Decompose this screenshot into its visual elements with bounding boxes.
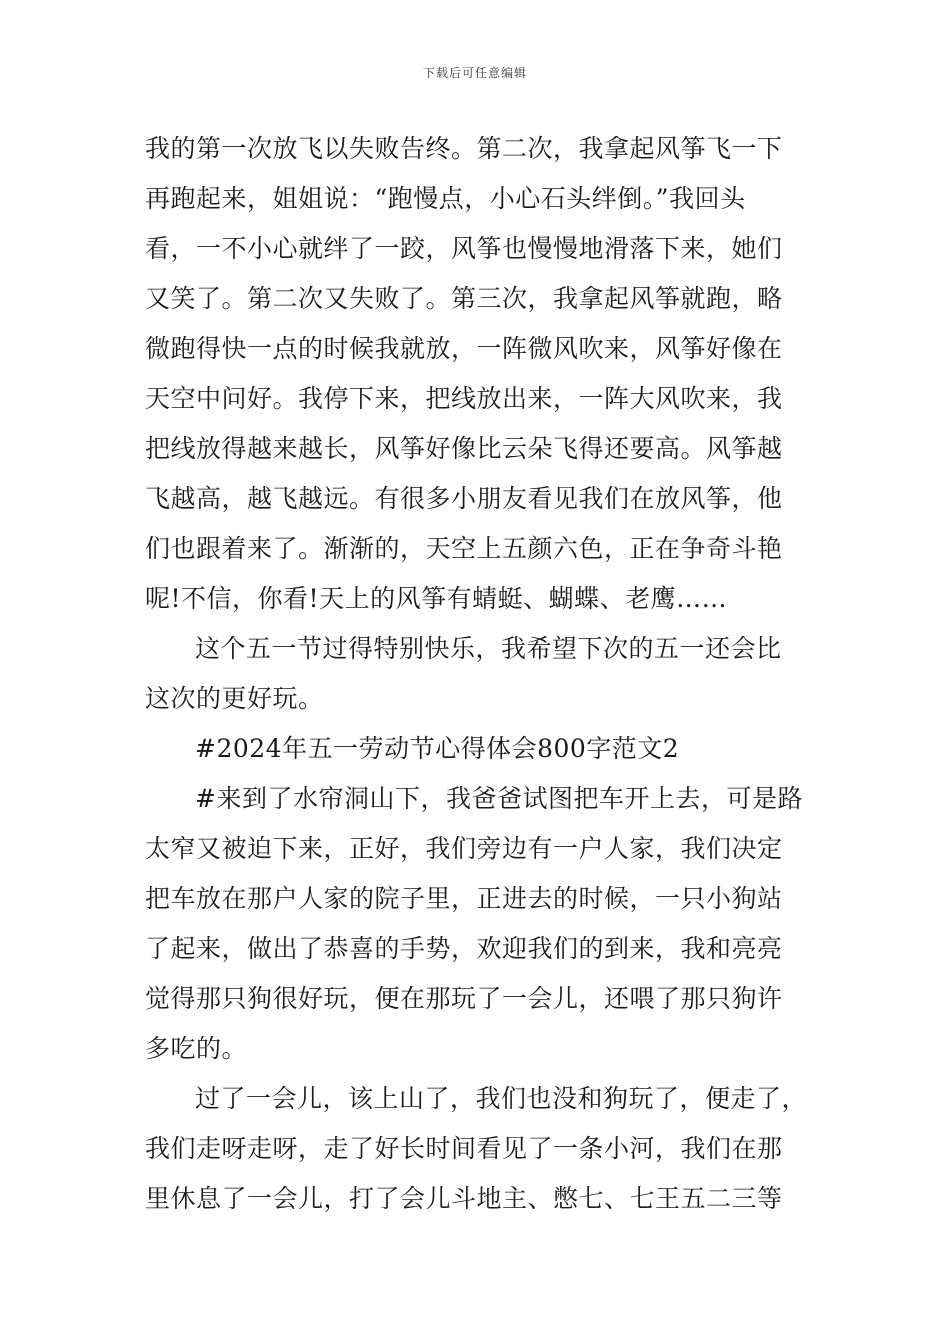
text-line: 这次的更好玩。 [145, 684, 324, 713]
heading-line: #2024年五一劳动节心得体会800字范文2 [195, 734, 680, 763]
text-line: 我的第一次放飞以失败告终。第二次，我拿起风筝飞一下 [145, 134, 783, 163]
page-header-note: 下载后可任意编辑 [422, 66, 527, 80]
paragraph-3 [145, 774, 805, 1074]
text-line: 微跑得快一点的时候我就放，一阵微风吹来，风筝好像在 [145, 334, 783, 363]
text-line: 这个五一节过得特别快乐，我希望下次的五一还会比 [195, 634, 782, 663]
text-line: 觉得那只狗很好玩，便在那玩了一会儿，还喂了那只狗许 [145, 984, 783, 1013]
paragraph-1 [145, 124, 805, 624]
text-line: 天空中问好。我停下来，把线放出来，一阵大风吹来，我 [145, 384, 783, 413]
document-body [145, 124, 808, 1224]
text-line: 把线放得越来越长，风筝好像比云朵飞得还要高。风筝越 [145, 434, 783, 463]
paragraph-2 [145, 624, 805, 724]
text-line: 过了一会儿，该上山了，我们也没和狗玩了，便走了， [195, 1084, 808, 1113]
text-line: 再跑起来，姐姐说：“跑慢点，小心石头绊倒。”我回头 [145, 184, 746, 213]
text-line: 又笑了。第二次又失败了。第三次，我拿起风筝就跑，略 [145, 284, 783, 313]
section-heading [145, 724, 805, 774]
text-line: 了起来，做出了恭喜的手势，欢迎我们的到来，我和亮亮 [145, 934, 783, 963]
text-line: #来到了水帘洞山下，我爸爸试图把车开上去，可是路 [195, 784, 803, 813]
text-line: 看，一不小心就绊了一跤，风筝也慢慢地滑落下来，她们 [145, 234, 783, 263]
text-line: 里休息了一会儿，打了会儿斗地主、憋七、七王五二三等 [145, 1184, 783, 1213]
text-line: 我们走呀走呀，走了好长时间看见了一条小河，我们在那 [145, 1134, 783, 1163]
text-line: 飞越高，越飞越远。有很多小朋友看见我们在放风筝，他 [145, 484, 783, 513]
text-line: 们也跟着来了。渐渐的，天空上五颜六色，正在争奇斗艳 [145, 534, 783, 563]
text-line: 太窄又被迫下来，正好，我们旁边有一户人家，我们决定 [145, 834, 783, 863]
text-line: 呢!不信，你看!天上的风筝有蜻蜓、蝴蝶、老鹰…… [145, 584, 728, 613]
paragraph-4 [145, 1074, 808, 1224]
text-line: 多吃的。 [145, 1034, 248, 1063]
text-line: 把车放在那户人家的院子里，正进去的时候，一只小狗站 [145, 884, 783, 913]
